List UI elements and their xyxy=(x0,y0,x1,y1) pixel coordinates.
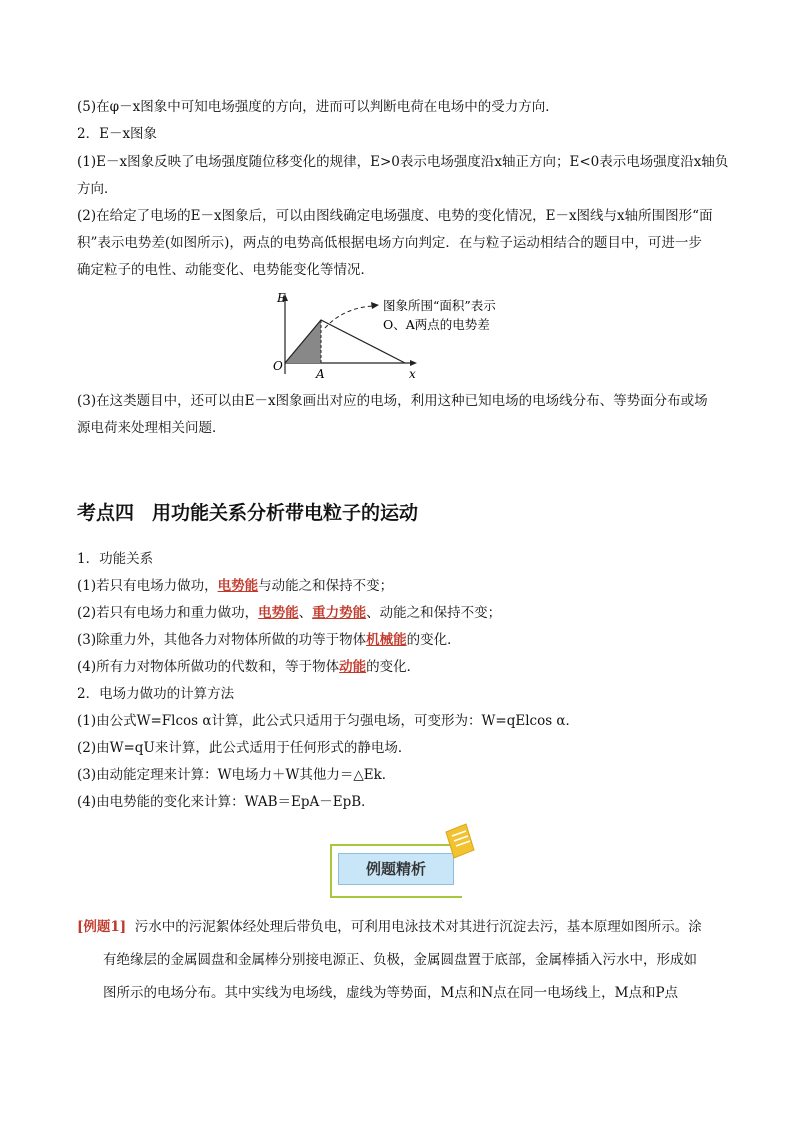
paragraph-e-x-1-line2: 方向． xyxy=(77,181,118,197)
method-3: (3)由动能定理来计算：W电场力＋W其他力＝△Ek． xyxy=(77,767,396,783)
example-line3: 图所示的电场分布。其中实线为电场线，虚线为等势面，M点和N点在同一电场线上，M点和P点 xyxy=(103,985,679,1001)
example-line1: [例题1] 污水中的污泥絮体经处理后带负电，可利用电泳技术对其进行沉淀去污，基本原理如图所示。涂 xyxy=(77,919,702,935)
example-line2: 有绝缘层的金属圆盘和金属棒分别接电源正、负极，金属圆盘置于底部，金属棒插入污水中，形成如 xyxy=(103,952,697,968)
annotation-line1: 图象所围“面积”表示 xyxy=(383,298,496,313)
energy-item-1: (1)若只有电场力做功，电势能与动能之和保持不变； xyxy=(77,578,394,594)
example-badge xyxy=(330,828,480,898)
energy-subtitle-2: 2．电场力做功的计算方法 xyxy=(77,686,235,702)
example-tag: [例题1] xyxy=(77,919,127,935)
paragraph-e-x-3-line1: (3)在这类题目中，还可以由E－x图象画出对应的电场，利用这种已知电场的电场线分布、等势面分布或场 xyxy=(77,393,708,409)
keyword-gravitational-energy: 重力势能 xyxy=(312,605,367,621)
paragraph-e-x-2-line1: (2)在给定了电场的E－x图象后，可以由图线确定电场强度、电势的变化情况，E－x图线与x轴所围图形“面 xyxy=(77,208,713,224)
energy-item-3: (3)除重力外，其他各力对物体所做的功等于物体机械能的变化． xyxy=(77,632,461,648)
badge-label: 例题精析 xyxy=(338,853,454,885)
keyword-kinetic-energy: 动能 xyxy=(339,659,367,675)
subsection-title-e-x: 2．E－x图象 xyxy=(77,126,158,142)
heading-title: 用功能关系分析带电粒子的运动 xyxy=(152,502,419,524)
heading-number: 考点四 xyxy=(77,502,135,524)
x-axis-arrow xyxy=(410,360,417,366)
point-a-label: A xyxy=(316,367,325,381)
paragraph-e-x-3-line2: 源电荷来处理相关问题． xyxy=(77,420,226,436)
axis-label-e: E xyxy=(277,291,286,305)
paragraph-e-x-2-line2: 积”表示电势差(如图所示)，两点的电势高低根据电场方向判定．在与粒子运动相结合的题目中，可进一步 xyxy=(77,235,702,251)
method-1: (1)由公式W=Flcos α计算，此公式只适用于匀强电场，可变形为：W=qElcos α． xyxy=(77,713,580,729)
annotation-arrowhead xyxy=(371,302,379,309)
section-heading xyxy=(77,498,418,525)
axis-label-x: x xyxy=(409,367,416,381)
method-2: (2)由W=qU来计算，此公式适用于任何形式的静电场． xyxy=(77,740,412,756)
paragraph-e-x-2-line3: 确定粒子的电性、动能变化、电势能变化等情况． xyxy=(77,262,374,278)
method-4: (4)由电势能的变化来计算：WAB＝EpA－EpB． xyxy=(77,794,375,810)
energy-subtitle-1: 1．功能关系 xyxy=(77,551,154,567)
annotation-arrow xyxy=(325,306,373,328)
e-x-area-figure xyxy=(265,290,545,385)
energy-item-4: (4)所有力对物体所做功的代数和，等于物体动能的变化． xyxy=(77,659,421,675)
origin-label: O xyxy=(273,359,283,373)
energy-item-2: (2)若只有电场力和重力做功，电势能、重力势能、动能之和保持不变； xyxy=(77,605,502,621)
annotation-line2: O、A两点的电势差 xyxy=(383,317,490,332)
paragraph-phi-x-5: (5)在φ－x图象中可知电场强度的方向，进而可以判断电荷在电场中的受力方向． xyxy=(77,99,559,115)
book-icon xyxy=(442,822,478,862)
keyword-mechanical-energy: 机械能 xyxy=(366,632,407,648)
keyword-potential-energy-2: 电势能 xyxy=(258,605,299,621)
keyword-potential-energy: 电势能 xyxy=(217,578,259,594)
paragraph-e-x-1-line1: (1)E－x图象反映了电场强度随位移变化的规律，E>0表示电场强度沿x轴正方向；E<0表示电场强度沿x轴负 xyxy=(77,154,729,170)
